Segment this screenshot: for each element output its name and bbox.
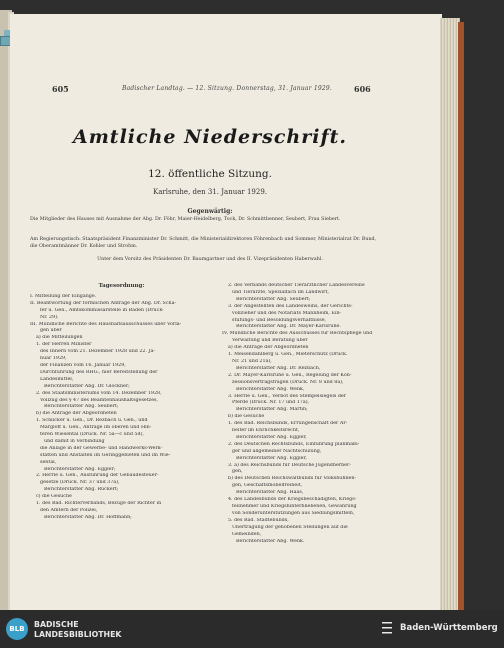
text-line: Berichterstatter Abg. Eggler,	[236, 455, 307, 461]
viewer-footer	[0, 610, 504, 648]
text-line: 3. Herrle u. Gen., Verbot des Stempelsiegels der	[228, 393, 347, 399]
text-line: und damit in Verbindung	[44, 438, 105, 444]
text-line: 1. der Herren Minister	[36, 342, 92, 348]
text-line: beiter im Ehrlichkeitsrecht,	[232, 428, 300, 434]
text-line: stufungs- und Besoldungsverhältnisse,	[232, 317, 327, 323]
text-line: Berichterstatter Abg. Seubert;	[236, 296, 311, 302]
text-line: 2. des Deutschen Rechtsbunds, Einführung planmäßi-	[228, 441, 360, 447]
text-line: ger und allgemeiner Nachtschulung,	[232, 448, 322, 454]
text-line: c) die Gesuche	[36, 494, 72, 500]
text-line: Margloff u. Gen., Anträge im oberen und Hin-	[40, 425, 152, 431]
text-line: 1. Schlicker u. Gen., Dr. Rezbach u. Gen., und	[36, 418, 148, 424]
right-column-lines	[222, 283, 400, 545]
text-line: sental,	[40, 459, 57, 465]
text-line: 2. des Staatsministeriums vom 14. Dezember 1928,	[36, 390, 162, 396]
text-line: gesetze (Druck. Nr. 37 und 37a),	[40, 480, 120, 486]
text-line: Berichterstatter Abg. Haas,	[236, 490, 304, 496]
text-line: 4. des Landesbunds der Kriegsbeschädigten, Kriegs-	[228, 497, 357, 503]
text-line: 1. Meisendahlberg u. Gen., Mieterschutz (Druck.	[228, 352, 348, 358]
left-column-lines	[30, 294, 213, 522]
present-heading: Gegenwärtig:	[187, 208, 233, 215]
attendees-paragraph: Die Mitglieder des Hauses mit Ausnahme der Abg. Dr. Föhr, Maier-Heidelberg, Tock, Dr. Schmittbenner, Seubert, Frau Siebert.	[30, 217, 341, 222]
place-date: Karlsruhe, den 31. Januar 1929.	[152, 188, 268, 196]
text-line: II. Beantwortung der förmlichen Anfrage der Abg. Dr. Schä-	[30, 300, 177, 306]
text-line: den Ämtern der Polizei,	[40, 508, 98, 513]
text-line: Vollzug des § 47 des Beamtenhaushaltsgesetzes,	[40, 397, 159, 403]
text-line: 1. des Bad. Reichsbunds, Errungenschaft der Ar-	[228, 421, 348, 427]
text-line: b) die Gesuche	[228, 414, 265, 420]
agenda-left-column	[30, 283, 213, 522]
text-line: 3. a) des Reichsbunds für Deutsche Jugendherber-	[228, 462, 351, 468]
running-head-text: Badischer Landtag. — 12. Sitzung. Donnerstag, 31. Januar 1929.	[122, 85, 333, 92]
text-line: Berichterstatter Abg. Seubert;	[44, 404, 119, 410]
text-line: der Finanzen vom 16. Januar 1929,	[40, 362, 126, 368]
agenda-heading: Tagesordnung:	[98, 283, 145, 289]
text-line: stätten und Anstalten im Geringgebieten und im Wie-	[40, 452, 171, 458]
text-line: gen, Geschäftsmöbelfreiheit,	[232, 483, 303, 489]
text-line: a) die Mitteilungen	[36, 335, 83, 341]
text-line: Pferde (Druck. Nr. 17 und 17a),	[232, 400, 310, 406]
library-name-line2: LANDESBIBLIOTHEK	[34, 630, 122, 639]
text-line: Berichterstatter Abg. Martin;	[236, 407, 308, 413]
page-number-right: 606	[354, 84, 371, 94]
partner-name[interactable]: Baden-Württemberg	[400, 623, 498, 633]
text-line: des Innern vom 21. Dezember 1928 und 22. Ja-	[40, 349, 155, 355]
government-paragraph: Am Regierungstisch: Staatspräsident Finanzminister Dr. Schmitt, die Ministerialdirektoren Föhrenbach und Sommer, Ministerialrat Dr. Bund, die Oberamtmänner Dr. Kohler und Strohm.	[30, 237, 377, 249]
text-line: 1. des Bad. Richterverbands, Bezüge der Richter in	[36, 501, 162, 507]
text-line: fer u. Gen., Amtskommissarstelle in Baden (Druck-	[40, 307, 164, 313]
text-line: 2. Herrle u. Gen., Ausführung der Gebäudesteuer-	[36, 473, 159, 479]
book-cover-edge	[458, 22, 464, 610]
blb-logo-letters: BLB	[9, 625, 25, 633]
chair-paragraph: Unter dem Vorsitz des Präsidenten Dr. Baumgartner und des II. Vizepräsidenten Haberwahl.	[97, 257, 323, 262]
text-line: b) die Anträge der Abgeordneten	[36, 411, 117, 417]
text-line: Gemeinden,	[232, 531, 262, 537]
text-line: b) des Deutschen Reichswaltbunds für Volksbühnen-	[228, 476, 357, 482]
text-line: Nr. 29).	[40, 314, 59, 320]
text-line: Durchführung des RHG., hier Bereitstellung der	[40, 369, 158, 375]
text-line: 5. des Bad. Städtebunds,	[228, 517, 289, 523]
text-line: zessionsvertragsfragen (Druck. Nr. 8 und 8a),	[232, 379, 344, 385]
page-number-left: 605	[52, 84, 69, 94]
text-line: Verwaltung und Beratung über	[232, 338, 308, 344]
text-line: teilnehmer und Kriegshinterbliebenen, Gewährung	[232, 504, 357, 509]
text-line: 2. Dr. Mayer-Karlsruhe u. Gen., Regelung der Kon-	[228, 372, 352, 378]
text-line: IV. Mündliche Berichte des Ausschusses für Rechtspflege und	[222, 331, 373, 337]
text-line: Berichterstatter Abg. Eggler;	[44, 466, 116, 472]
text-line: Landesmittel,	[40, 376, 74, 382]
bw-coat-of-arms-icon	[380, 619, 394, 639]
text-line: 3. der Angestellten des Landesweins, der Gerichts-	[228, 303, 353, 309]
text-line: teren Wiesental (Druck. Nr. 5a—c und 5d),	[40, 432, 144, 438]
text-line: 2. des Verbands deutscher Tierärztlicher Landesvereine	[228, 283, 365, 288]
text-line: von Sonderunterstützungen aus Siedlungsmitteln,	[232, 510, 355, 516]
text-line: Berichterstatter Abg. Dr. Rezbach,	[236, 365, 321, 371]
text-line: a) die Anträge der Abgeordneten	[228, 345, 309, 351]
text-line: Berichterstatter Abg. Dr. Mayer-Karlsruhe.	[236, 324, 341, 330]
text-line: Berichterstatter Abg. Dr. Glockner;	[44, 383, 130, 389]
text-line: Berichterstatter Abg. Wenk.	[236, 538, 305, 544]
text-line: gen,	[232, 469, 243, 475]
text-line: gen über	[40, 328, 62, 334]
blb-logo[interactable]	[6, 618, 28, 640]
library-name-line1: BADISCHE	[34, 620, 79, 629]
text-line: Berichterstatter Abg. Dr. Hoffmann;	[44, 514, 132, 520]
text-line: und Tierärzte, Spezialfach im Landwirt,	[232, 289, 329, 295]
text-line: III. Mündliche Berichte des Haushaltsausschusses über Vorla-	[30, 321, 182, 327]
text-line: Übertragung der gehobenen Stellungen auf die	[232, 524, 348, 530]
agenda-right-column	[222, 283, 400, 545]
text-line: nuar 1929,	[40, 356, 67, 362]
text-line: Berichterstatter Abg. Wenk,	[236, 386, 305, 392]
library-name[interactable]	[34, 620, 121, 640]
text-line: I. Mitteilung der Eingänge.	[30, 293, 97, 299]
text-line: die Anlage in der Gewerbe- und Handwerks-Werk-	[40, 445, 163, 451]
text-line: vollzieher und des Notariats Mannheim, Ein-	[232, 310, 342, 316]
page-stack-edge	[440, 18, 460, 610]
text-line: Berichterstatter Abg. Eggler,	[236, 434, 307, 440]
text-line: Berichterstatter Abg. Rückert;	[44, 487, 119, 493]
running-head	[52, 84, 372, 96]
text-line: Nr. 21 und 21a),	[232, 358, 272, 364]
session-subtitle: 12. öffentliche Sitzung.	[148, 168, 272, 180]
document-title: Amtliche Niederschrift.	[72, 126, 348, 148]
